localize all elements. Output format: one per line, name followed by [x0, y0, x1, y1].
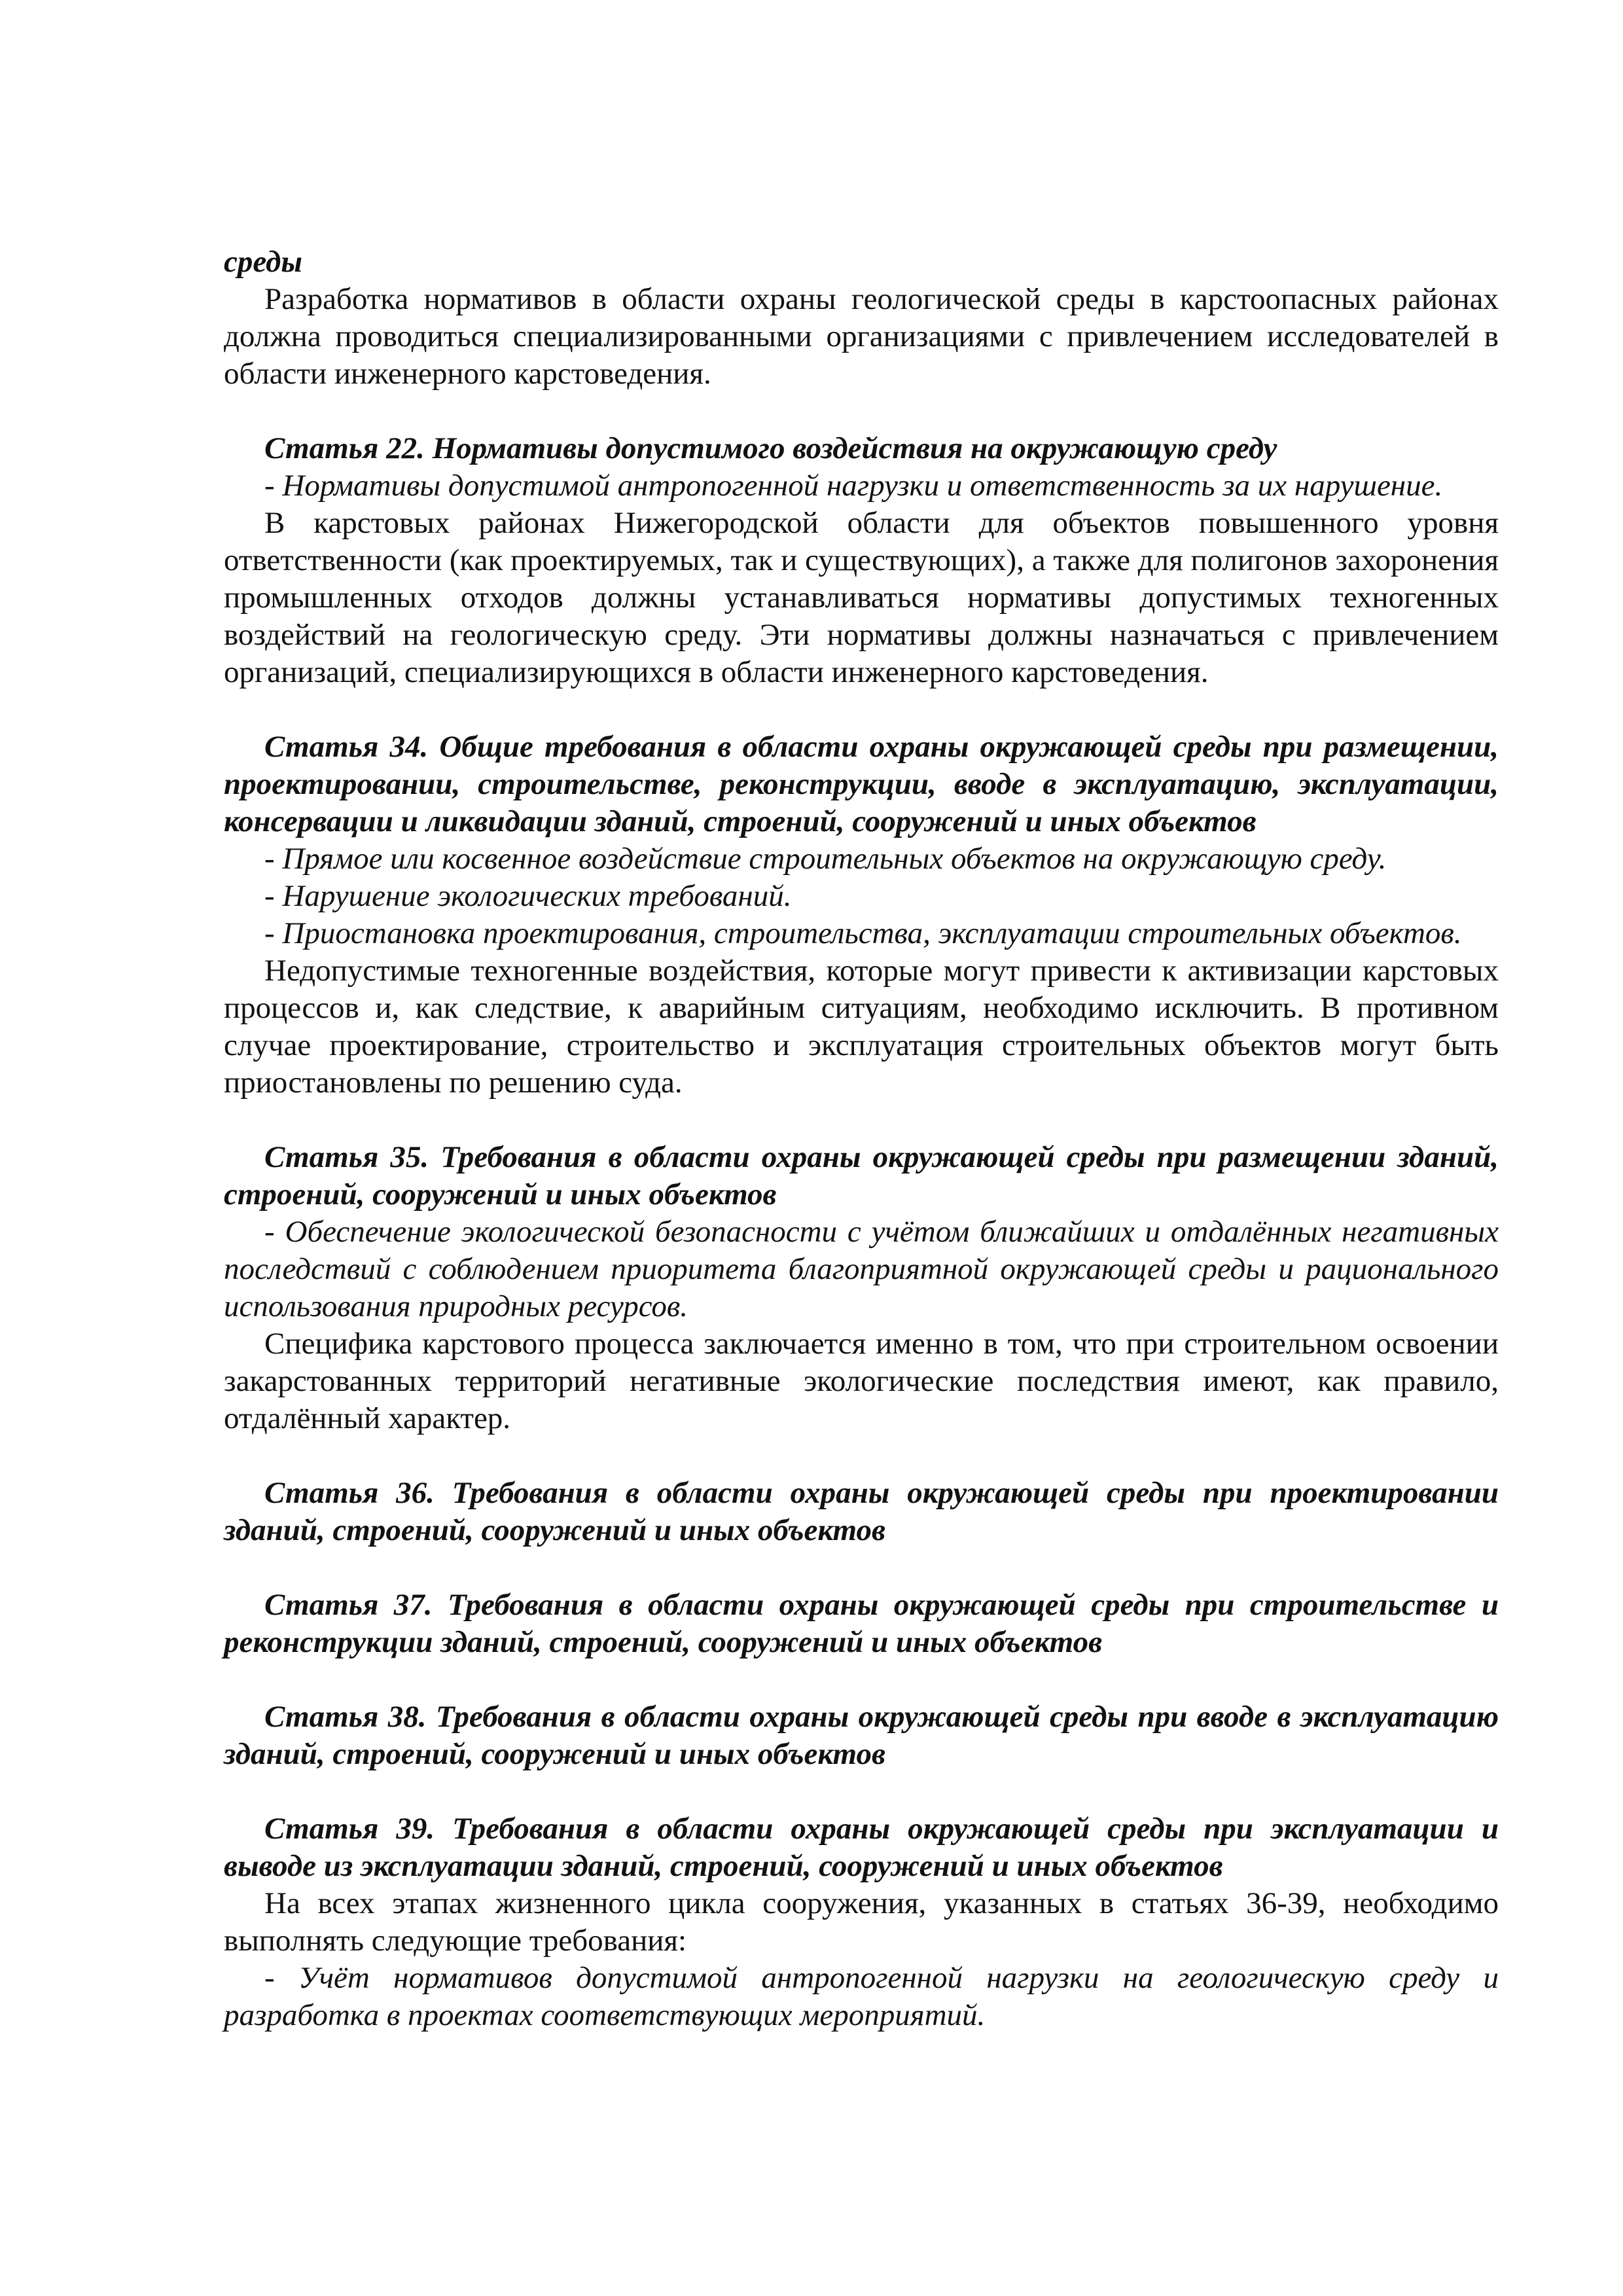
article-35-item-1: - Обеспечение экологической безопасности с учётом ближайших и отдалённых негативных последствий с соблюдением приоритета благоприятной окружающей среды и рационального использования природных ресурсов. [224, 1215, 1499, 1323]
article-34-heading: Статья 34. Общие требования в области охраны окружающей среды при размещении, проектировании, строительстве, реконструкции, вводе в эксплуатацию, эксплуатации, консервации и ликвидации зданий, строений, сооружений и иных объектов [224, 730, 1499, 838]
article-34-body: Недопустимые техногенные воздействия, которые могут привести к активизации карстовых процессов и, как следствие, к аварийным ситуациям, необходимо исключить. В противном случае проектирование, строительство и эксплуатация строительных объектов могут быть приостановлены по решению суда. [224, 954, 1499, 1100]
article-22-item-1: - Нормативы допустимой антропогенной нагрузки и ответственность за их нарушение. [264, 469, 1443, 503]
article-35-body: Специфика карстового процесса заключается именно в том, что при строительном освоении закарстованных территорий негативные экологические последствия имеют, как правило, отдалённый характер. [224, 1327, 1499, 1435]
document-page [224, 243, 1499, 2034]
article-39-item-1: - Учёт нормативов допустимой антропогенной нагрузки на геологическую среду и разработка в проектах соответствующих мероприятий. [224, 1961, 1499, 2032]
article-35-heading: Статья 35. Требования в области охраны окружающей среды при размещении зданий, строений, сооружений и иных объектов [224, 1140, 1499, 1211]
article-36-heading: Статья 36. Требования в области охраны окружающей среды при проектировании зданий, строений, сооружений и иных объектов [224, 1476, 1499, 1547]
article-37-heading: Статья 37. Требования в области охраны окружающей среды при строительстве и реконструкции зданий, строений, сооружений и иных объектов [224, 1588, 1499, 1659]
article-39-body: На всех этапах жизненного цикла сооружения, указанных в статьях 36-39, необходимо выполнять следующие требования: [224, 1886, 1499, 1958]
intro-paragraph: Разработка нормативов в области охраны геологической среды в карстоопасных районах должна проводиться специализированными организациями с привлечением исследователей в области инженерного карстоведения. [224, 282, 1499, 391]
section-heading-tail: среды [224, 245, 302, 279]
article-39-heading: Статья 39. Требования в области охраны окружающей среды при эксплуатации и выводе из эксплуатации зданий, строений, сооружений и иных объектов [224, 1812, 1499, 1883]
article-38-heading: Статья 38. Требования в области охраны окружающей среды при вводе в эксплуатацию зданий, строений, сооружений и иных объектов [224, 1700, 1499, 1771]
article-34-item-1: - Прямое или косвенное воздействие строительных объектов на окружающую среду. [264, 842, 1387, 876]
article-34-item-2: - Нарушение экологических требований. [264, 879, 792, 913]
article-34-item-3: - Приостановка проектирования, строительства, эксплуатации строительных объектов. [264, 916, 1462, 950]
article-22-heading: Статья 22. Нормативы допустимого воздействия на окружающую среду [264, 431, 1277, 465]
article-22-body: В карстовых районах Нижегородской области для объектов повышенного уровня ответственности (как проектируемых, так и существующих), а также для полигонов захоронения промышленных отходов должны устанавливаться нормативы допустимых техногенных воздействий на геологическую среду. Эти нормативы должны назначаться с привлечением организаций, специализирующихся в области инженерного карстоведения. [224, 506, 1499, 689]
